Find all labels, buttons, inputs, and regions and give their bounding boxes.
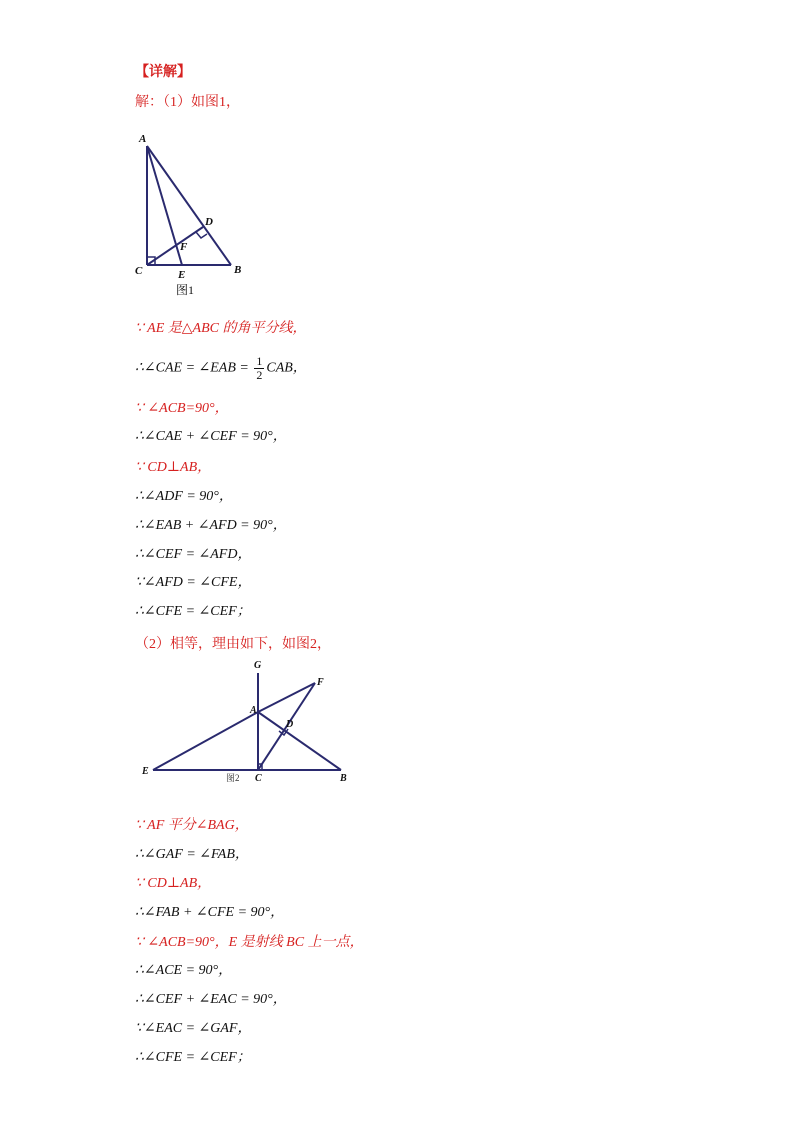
part1-line: ∴∠CEF = ∠AFD， bbox=[135, 547, 252, 562]
fig2-label-a: A bbox=[250, 705, 257, 716]
fig1-right-angle-d bbox=[196, 232, 207, 238]
part2-line: ∴∠ACE = 90°， bbox=[135, 963, 233, 978]
fig2-segment-ab bbox=[258, 712, 341, 770]
part2-line: ∴∠GAF = ∠FAB， bbox=[135, 847, 249, 862]
section-heading: 【详解】 bbox=[135, 65, 191, 80]
fig2-label-e: E bbox=[142, 766, 149, 777]
part1-line: ∴∠CFE = ∠CEF； bbox=[135, 604, 251, 619]
fig1-segment-ae bbox=[147, 146, 182, 265]
part1-line bbox=[135, 355, 307, 382]
fraction-denominator: 2 bbox=[256, 368, 263, 382]
part2-line: ∵ AF 平分∠BAG， bbox=[135, 818, 249, 833]
part1-line: ∵ AE 是△ABC 的角平分线， bbox=[135, 321, 307, 336]
fig2-label-f: F bbox=[317, 677, 324, 688]
part2-line: ∴∠FAB + ∠CFE = 90°， bbox=[135, 905, 285, 920]
part1-line: ∴∠ADF = 90°， bbox=[135, 489, 233, 504]
fig1-caption: 图1 bbox=[176, 283, 195, 297]
fraction-numerator: 1 bbox=[256, 354, 263, 368]
figure-2 bbox=[138, 656, 358, 788]
part2-line: ∵∠EAC = ∠GAF， bbox=[135, 1021, 252, 1036]
fig1-segment-ab bbox=[147, 146, 231, 265]
part1-line: ∵ CD⊥AB， bbox=[135, 460, 212, 475]
fraction bbox=[254, 355, 264, 382]
line-suffix: CAB， bbox=[266, 360, 307, 376]
fig2-label-d: D bbox=[286, 719, 294, 730]
part2-line: ∵ CD⊥AB， bbox=[135, 876, 212, 891]
figure-1 bbox=[130, 128, 250, 300]
fig1-label-f: F bbox=[180, 241, 188, 253]
fig2-caption: 图2 bbox=[226, 773, 240, 783]
part2-line: ∵ ∠ACB=90°，E 是射线 BC 上一点， bbox=[135, 935, 364, 950]
line-prefix: ∴∠CAE = ∠EAB = bbox=[135, 360, 253, 376]
part1-line: ∵∠AFD = ∠CFE， bbox=[135, 575, 252, 590]
fig1-label-d: D bbox=[205, 216, 213, 228]
fig1-label-b: B bbox=[234, 264, 242, 276]
part2-line: ∴∠CEF + ∠EAC = 90°， bbox=[135, 992, 287, 1007]
part1-line: ∴∠CAE + ∠CEF = 90°， bbox=[135, 429, 287, 444]
part1-line: ∴∠EAB + ∠AFD = 90°， bbox=[135, 518, 287, 533]
fig2-label-b: B bbox=[340, 773, 347, 784]
part2-intro: （2）相等，理由如下，如图2， bbox=[135, 637, 331, 652]
fig2-label-c: C bbox=[255, 773, 262, 784]
part2-line: ∴∠CFE = ∠CEF； bbox=[135, 1050, 251, 1065]
fig1-label-a: A bbox=[139, 133, 147, 145]
fig2-label-g: G bbox=[254, 660, 262, 671]
fig1-label-e: E bbox=[178, 269, 186, 281]
fig2-segment-ea bbox=[153, 712, 258, 770]
fig1-label-c: C bbox=[135, 265, 143, 277]
part1-line: ∵ ∠ACB=90°， bbox=[135, 401, 229, 416]
solution-intro: 解：（1）如图1， bbox=[135, 95, 240, 110]
